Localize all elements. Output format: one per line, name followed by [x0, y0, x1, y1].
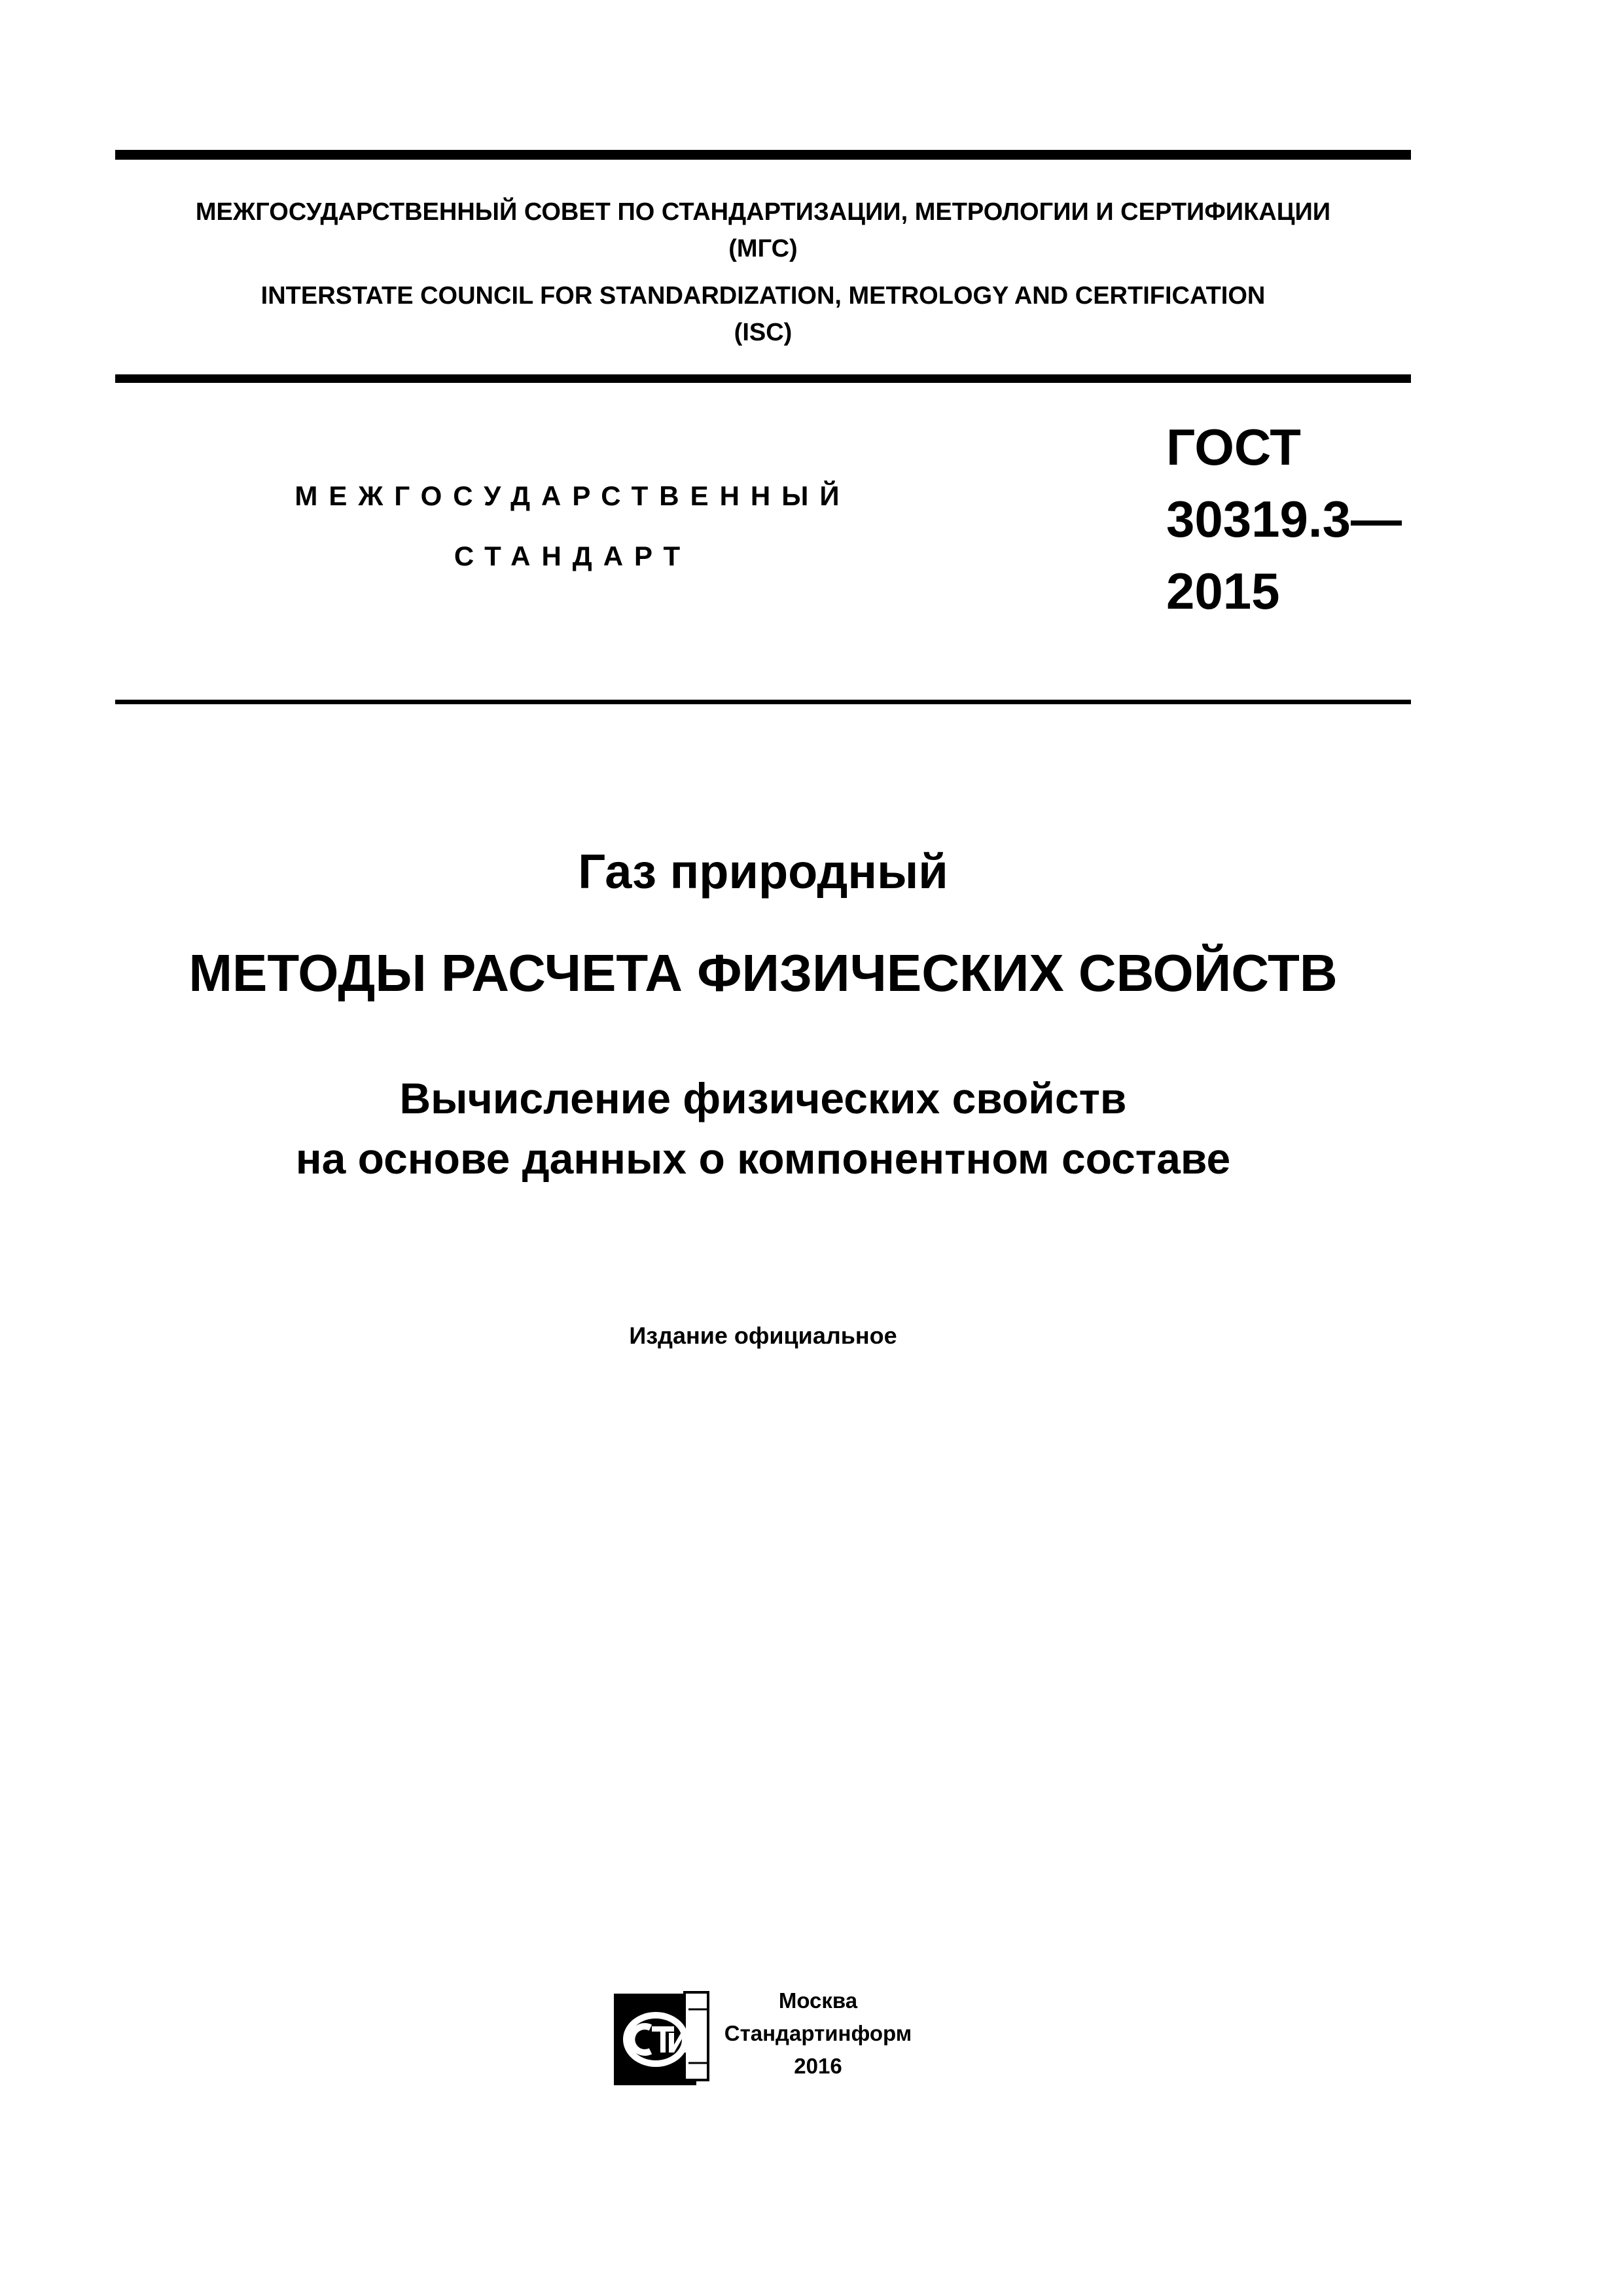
designation-prefix: ГОСТ — [1166, 418, 1301, 476]
council-en-name: INTERSTATE COUNCIL FOR STANDARDIZATION, METROLOGY AND CERTIFICATION — [260, 282, 1266, 310]
standard-designation — [1166, 411, 1402, 627]
bottom-rule — [115, 700, 1411, 704]
document-part-title — [115, 1068, 1411, 1189]
publisher-name: Стандартинформ — [724, 2021, 912, 2045]
council-header — [115, 194, 1411, 351]
council-en-abbr: (ISC) — [734, 319, 793, 346]
document-title: Газ природный — [578, 844, 948, 899]
council-ru-abbr: (МГС) — [728, 235, 798, 262]
edition-note: Издание официальное — [629, 1322, 897, 1349]
standard-type-line1: МЕЖГОСУДАРСТВЕННЫЙ — [294, 480, 851, 511]
publisher-block — [720, 1984, 916, 2083]
part-title-line1: Вычисление физических свойств — [399, 1074, 1127, 1122]
middle-rule — [115, 374, 1411, 383]
standard-type-label — [262, 466, 883, 586]
designation-number: 30319.3— — [1166, 490, 1402, 548]
standard-type-line2: СТАНДАРТ — [454, 541, 692, 571]
document-subject: МЕТОДЫ РАСЧЕТА ФИЗИЧЕСКИХ СВОЙСТВ — [188, 944, 1338, 1002]
publisher-year: 2016 — [794, 2054, 842, 2078]
standartinform-logo-icon — [613, 1990, 709, 2088]
council-ru-name: МЕЖГОСУДАРСТВЕННЫЙ СОВЕТ ПО СТАНДАРТИЗАЦИИ, МЕТРОЛОГИИ И СЕРТИФИКАЦИИ — [195, 198, 1331, 226]
publisher-city: Москва — [778, 1988, 858, 2013]
designation-year: 2015 — [1166, 562, 1280, 620]
top-rule — [115, 150, 1411, 160]
part-title-line2: на основе данных о компонентном составе — [295, 1134, 1231, 1183]
